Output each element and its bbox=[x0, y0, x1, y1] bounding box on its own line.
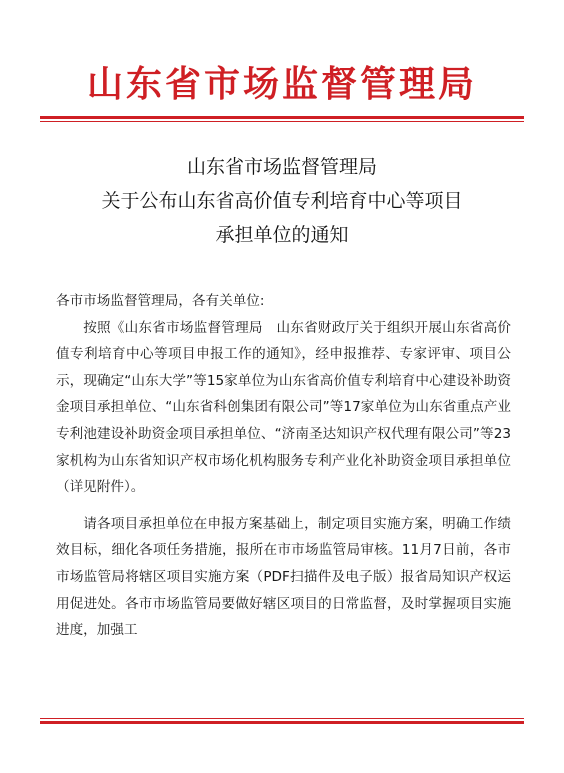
document-title-line-2: 关于公布山东省高价值专利培育中心等项目 bbox=[101, 190, 463, 212]
document-title bbox=[40, 150, 524, 252]
letterhead-rule-thin bbox=[40, 121, 524, 122]
footer-rule-thick bbox=[40, 721, 524, 724]
body-paragraph-1: 按照《山东省市场监督管理局 山东省财政厅关于组织开展山东省高价值专利培育中心等项目申报工作的通知》，经申报推荐、专家评审、项目公示，现确定“山东大学”等15家单位为山东省高价值专利培育中心建设补助资金项目承担单位、“山东省科创集团有限公司”等17家单位为山东省重点产业专利池建设补助资金项目承担单位、“济南圣达知识产权代理有限公司”等23家机构为山东省知识产权市场化机构服务专利产业化补助资金项目承担单位（详见附件）。 bbox=[56, 319, 511, 496]
letterhead-rule-thick bbox=[40, 116, 524, 119]
footer-rule-thin bbox=[40, 718, 524, 719]
body-paragraph-2: 请各项目承担单位在申报方案基础上，制定项目实施方案，明确工作绩效目标，细化各项任务措施，报所在市市场监管局审核。11月7日前，各市市场监管局将辖区项目实施方案（PDF扫描件及电子版）报省局知识产权运用促进处。各市市场监管局要做好辖区项目的日常监督，及时掌握项目实施进度，加强工 bbox=[56, 515, 511, 639]
letterhead bbox=[0, 62, 564, 106]
document-title-line-3: 承担单位的通知 bbox=[215, 224, 349, 246]
document-title-line-1: 山东省市场监督管理局 bbox=[186, 156, 377, 178]
document-body bbox=[56, 288, 511, 644]
salutation: 各市市场监督管理局，各有关单位: bbox=[56, 293, 265, 309]
letterhead-title: 山东省市场监督管理局 bbox=[86, 63, 477, 105]
